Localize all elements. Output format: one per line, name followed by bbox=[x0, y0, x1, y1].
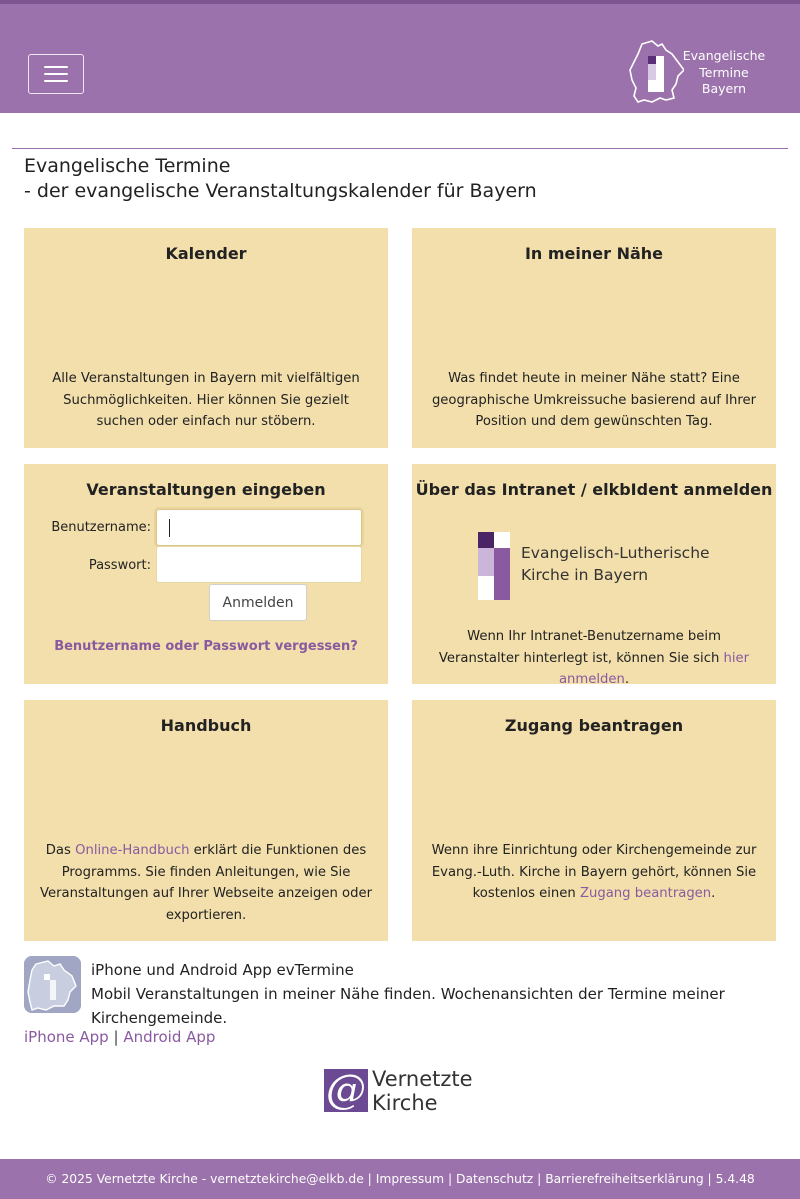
zugang-beantragen-link[interactable]: Zugang beantragen bbox=[579, 886, 712, 901]
text: Wenn Ihr Intranet-Benutzername beim Veranstalter hinterlegt ist, können Sie sich bbox=[438, 629, 724, 666]
login-button[interactable]: Anmelden bbox=[209, 584, 307, 621]
page-title-line1: Evangelische Termine bbox=[24, 155, 231, 177]
elkb-logo[interactable] bbox=[478, 532, 718, 600]
bavaria-map-icon bbox=[628, 40, 684, 106]
elkb-line: Evangelisch-Lutherische bbox=[521, 544, 710, 562]
text: . bbox=[711, 886, 716, 901]
menu-icon-bar bbox=[44, 80, 68, 82]
card-title[interactable]: In meiner Nähe bbox=[524, 244, 664, 263]
app-text bbox=[91, 958, 771, 1030]
card-description: Was findet heute in meiner Nähe statt? Eine geographische Umkreissuche basierend auf Ihrer Position und dem gewünschten Tag. bbox=[431, 371, 757, 429]
card-handbuch[interactable] bbox=[24, 700, 388, 941]
separator: | bbox=[113, 1028, 119, 1046]
app-links bbox=[24, 1028, 215, 1046]
app-map-icon bbox=[24, 956, 81, 1013]
card-description bbox=[426, 626, 762, 691]
elkb-logo-text bbox=[521, 542, 710, 586]
username-input[interactable] bbox=[156, 509, 362, 546]
vk-line: Vernetzte bbox=[372, 1067, 473, 1091]
logo-line: Termine bbox=[699, 64, 749, 80]
vk-line: Kirche bbox=[372, 1091, 438, 1115]
page-title bbox=[24, 154, 537, 204]
card-intranet bbox=[412, 464, 776, 687]
elkb-line: Kirche in Bayern bbox=[521, 566, 649, 584]
card-title[interactable]: Handbuch bbox=[160, 716, 252, 735]
card-title: Veranstaltungen eingeben bbox=[86, 480, 326, 499]
android-app-link[interactable]: Android App bbox=[123, 1028, 216, 1046]
intranet-login-link[interactable]: hier anmelden bbox=[558, 650, 750, 687]
vernetzte-kirche-logo[interactable] bbox=[324, 1067, 484, 1117]
site-logo[interactable] bbox=[628, 40, 768, 106]
title-divider bbox=[12, 148, 788, 149]
card-description bbox=[426, 840, 762, 905]
logo-line: Bayern bbox=[701, 81, 747, 96]
username-label: Benutzername: bbox=[51, 520, 151, 535]
top-navbar bbox=[0, 0, 800, 113]
elkb-logo-icon bbox=[478, 532, 514, 600]
password-input[interactable] bbox=[156, 546, 362, 583]
card-title[interactable]: Zugang beantragen bbox=[504, 716, 684, 735]
text: Wenn ihre Einrichtung oder Kirchengemeinde zur Evang.-Luth. Kirche in Bayern gehört, können Sie kostenlos einen bbox=[431, 843, 757, 901]
footer-text[interactable]: © 2025 Vernetzte Kirche - vernetztekirche@elkb.de | Impressum | Datenschutz | Barrierefreiheitserklärung | 5.4.48 bbox=[45, 1172, 755, 1186]
app-title: iPhone und Android App evTermine bbox=[91, 961, 354, 979]
password-label: Passwort: bbox=[88, 558, 151, 573]
evtermine-app-icon bbox=[24, 956, 81, 1013]
menu-icon-bar bbox=[44, 73, 68, 75]
card-description bbox=[38, 840, 374, 926]
iphone-app-link[interactable]: iPhone App bbox=[24, 1028, 109, 1046]
text-caret bbox=[169, 519, 170, 537]
card-title: Über das Intranet / elkbIdent anmelden bbox=[415, 480, 773, 499]
card-in-meiner-naehe[interactable] bbox=[412, 228, 776, 448]
online-handbuch-link[interactable]: Online-Handbuch bbox=[75, 843, 190, 858]
text: Das bbox=[45, 843, 76, 858]
vk-logo-text bbox=[372, 1067, 473, 1115]
at-sign-icon: @ bbox=[326, 1067, 366, 1113]
text: . bbox=[624, 672, 630, 687]
card-login bbox=[24, 464, 388, 684]
card-title[interactable]: Kalender bbox=[165, 244, 247, 263]
card-kalender[interactable] bbox=[24, 228, 388, 448]
menu-icon-bar bbox=[44, 66, 68, 68]
text: erklärt die Funktionen des Programms. Sie finden Anleitungen, wie Sie Veranstaltungen auf Ihrer Webseite anzeigen oder exportieren. bbox=[39, 843, 373, 923]
hamburger-menu-button[interactable] bbox=[28, 54, 84, 94]
card-zugang[interactable] bbox=[412, 700, 776, 941]
logo-line: Evangelische bbox=[682, 48, 766, 63]
footer bbox=[0, 1159, 800, 1199]
card-description: Alle Veranstaltungen in Bayern mit vielfältigen Suchmöglichkeiten. Hier können Sie gezielt suchen oder einfach nur stöbern. bbox=[52, 371, 360, 429]
forgot-password-link[interactable]: Benutzername oder Passwort vergessen? bbox=[54, 639, 358, 654]
logo-text bbox=[680, 48, 768, 98]
app-description: Mobil Veranstaltungen in meiner Nähe finden. Wochenansichten der Termine meiner Kirchengemeinde. bbox=[91, 985, 725, 1027]
page-title-line2: - der evangelische Veranstaltungskalender für Bayern bbox=[24, 180, 537, 202]
